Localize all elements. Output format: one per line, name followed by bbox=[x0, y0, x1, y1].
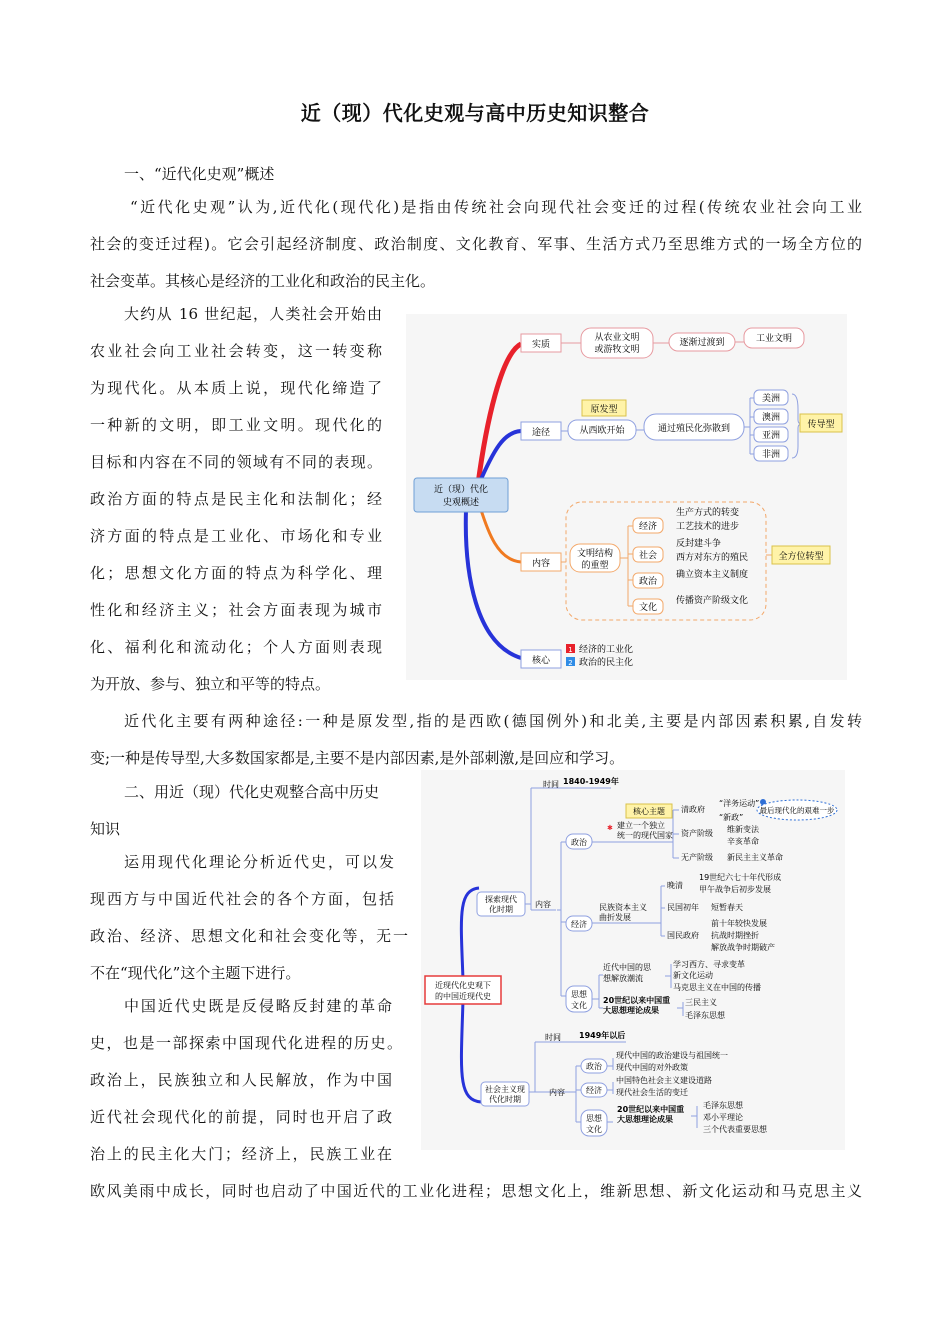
section2-para1-line3: 政治、经济、思想文化和社会变化等，无一 bbox=[90, 927, 408, 945]
mm1-pol-item1: 确立资本主义制度 bbox=[676, 570, 749, 580]
section1-para2-line11: 为开放、参与、独立和平等的特点。 bbox=[90, 675, 331, 693]
mm2-p2-zhengzhi: 政治 bbox=[586, 1062, 602, 1071]
mm2-goal1: 建立一个独立 bbox=[617, 821, 665, 830]
mm2-wuchan: 无产阶级 bbox=[681, 853, 713, 862]
mm2-wuchan-item1: 新民主主义革命 bbox=[727, 853, 783, 862]
section1-heading: 一、“近代化史观”概述 bbox=[124, 165, 275, 183]
mm2-sx-b-item1: 三民主义 bbox=[685, 998, 717, 1007]
mm1-center-line2: 史观概述 bbox=[442, 498, 480, 508]
section1-para2-line2: 农业社会向工业社会转变，这一转变称 bbox=[90, 342, 382, 360]
mm2-core-mark: ✱ bbox=[607, 824, 613, 832]
page-title: 近（现）代化史观与高中历史知识整合 bbox=[300, 101, 650, 125]
mm2-sx-a-item1: 学习西方、寻求变革 bbox=[673, 960, 745, 969]
mm1-neirong-label: 内容 bbox=[531, 559, 551, 569]
mm1-shizhi-mid: 逐渐过渡到 bbox=[679, 338, 725, 348]
mm2-p2-time-label: 时间 bbox=[545, 1033, 561, 1042]
mm1-shizhi-label: 实质 bbox=[531, 340, 551, 350]
mm2-center-line1: 近现代化史观下 bbox=[435, 981, 491, 990]
mm2-zichan-item1: 维新变法 bbox=[727, 825, 759, 834]
section2-para2-line3: 政治上，民族独立和人民解放，作为中国 bbox=[90, 1071, 392, 1089]
mm2-p1-sixiang2: 文化 bbox=[571, 1001, 587, 1010]
mm1-center-line1: 近（现）代化 bbox=[433, 485, 489, 495]
mm2-qing: 清政府 bbox=[681, 805, 705, 814]
section2-para1-line4: 不在“现代化”这个主题下进行。 bbox=[90, 964, 301, 982]
mm2-mingchu: 民国初年 bbox=[667, 903, 699, 912]
mm2-core-theme: 核心主题 bbox=[633, 807, 665, 816]
section1-para3-line1: 近代化主要有两种途径:一种是原发型,指的是西欧(德国例外)和北美,主要是内部因素积累,自发转 bbox=[124, 712, 862, 730]
mm1-group-society: 社会 bbox=[638, 551, 658, 561]
mm2-sx-b2: 大思想理论成果 bbox=[603, 1006, 659, 1015]
section1-para2-line4: 一种新的文明，即工业文明。现代化的 bbox=[90, 416, 382, 434]
mm2-zichan: 资产阶级 bbox=[681, 829, 713, 838]
mm1-region-americas: 美洲 bbox=[761, 394, 781, 404]
section2-para2-line5: 治上的民主化大门；经济上，民族工业在 bbox=[90, 1145, 392, 1163]
mm2-p2-jingji: 经济 bbox=[586, 1086, 602, 1095]
mm1-tujing-chuandao: 传导型 bbox=[807, 420, 835, 430]
mm2-p2-jj-item1: 中国特色社会主义建设道路 bbox=[616, 1076, 712, 1085]
mm2-p2-sx-b1: 20世纪以来中国重 bbox=[617, 1105, 685, 1114]
mm1-neirong-sub1: 文明结构 bbox=[576, 549, 614, 559]
mm2-guomin-item2: 抗战时期挫折 bbox=[711, 931, 759, 940]
section1-para1-line1: “近代化史观”认为,近代化(现代化)是指由传统社会向现代社会变迁的过程(传统农业社会向工业 bbox=[130, 198, 862, 216]
mm2-jingji-desc2: 曲折发展 bbox=[599, 913, 631, 922]
mm2-bubble: 最后现代化的艰难一步 bbox=[759, 806, 835, 815]
mm2-p2-sixiang1: 思想 bbox=[586, 1114, 602, 1123]
section1-para2-line3: 为现代化。从本质上说，现代化缔造了 bbox=[90, 379, 382, 397]
mm1-group-culture: 文化 bbox=[638, 603, 658, 613]
section2-para1-line1: 运用现代化理论分析近代史，可以发 bbox=[124, 853, 394, 871]
mm2-qing-item2: “新政” bbox=[719, 813, 744, 822]
mm2-qing-item1: “洋务运动” bbox=[719, 799, 760, 808]
mm2-p2-sx-item1: 毛泽东思想 bbox=[703, 1101, 743, 1110]
mm2-sx-a-item3: 马克思主义在中国的传播 bbox=[673, 983, 761, 992]
mm2-p2-sixiang2: 文化 bbox=[586, 1125, 602, 1134]
section2-heading-line1: 二、用近（现）代化史观整合高中历史 bbox=[124, 783, 380, 801]
mm1-hexin-item1: 经济的工业化 bbox=[579, 645, 634, 655]
mm2-p2-jj-item2: 现代社会生活的变迁 bbox=[616, 1088, 688, 1097]
mm1-region-oceania: 澳洲 bbox=[761, 413, 781, 423]
mm2-p2-label1: 社会主义现 bbox=[485, 1085, 525, 1094]
mm2-wanqing-item2: 甲午战争后初步发展 bbox=[699, 885, 771, 894]
mm1-region-asia: 亚洲 bbox=[761, 431, 781, 441]
mm2-wanqing-item1: 19世纪六七十年代形成 bbox=[699, 873, 782, 882]
section1-para2-line9: 性化和经济主义；社会方面表现为城市 bbox=[90, 601, 382, 619]
mm2-p2-sx-b2: 大思想理论成果 bbox=[617, 1115, 673, 1124]
mm2-sx-b1: 20世纪以来中国重 bbox=[603, 996, 671, 1005]
mm1-shizhi-to: 工业文明 bbox=[755, 334, 793, 344]
section2-para1-line2: 现西方与中国近代社会的各个方面，包括 bbox=[90, 890, 394, 908]
mm2-p2-time: 1949年以后 bbox=[579, 1031, 626, 1040]
mm2-p1-label1: 探索现代 bbox=[485, 895, 517, 904]
mm2-p2-zz-item1: 现代中国的政治建设与祖国统一 bbox=[616, 1051, 728, 1060]
mm2-center-line2: 的中国近现代史 bbox=[435, 992, 491, 1001]
mm1-hexin-item2: 政治的民主化 bbox=[579, 658, 634, 668]
mm1-neirong-result: 全方位转型 bbox=[778, 552, 824, 562]
section2-para2-line1: 中国近代史既是反侵略反封建的革命 bbox=[124, 997, 392, 1015]
section2-para2-line2: 史，也是一部探索中国现代化进程的历史。 bbox=[90, 1034, 402, 1052]
mm2-sx-a-item2: 新文化运动 bbox=[673, 971, 713, 980]
mm1-shizhi-from2: 或游牧文明 bbox=[594, 345, 640, 355]
section1-para2-line10: 化、福利化和流动化；个人方面则表现 bbox=[90, 638, 382, 656]
mm1-hexin-num1: 1 bbox=[568, 646, 573, 654]
mm2-p2-label2: 代化时期 bbox=[489, 1095, 521, 1104]
section1-para2-line5: 目标和内容在不同的领域有不同的表现。 bbox=[90, 453, 382, 471]
section1-para2-line1: 大约从 16 世纪起，人类社会开始由 bbox=[124, 305, 382, 323]
mm2-goal2: 统一的现代国家 bbox=[617, 831, 673, 840]
mm1-tujing-yuanfa: 原发型 bbox=[590, 405, 618, 415]
mm2-guomin-item3: 解放战争时期破产 bbox=[711, 943, 775, 952]
mm1-soc-item2: 西方对东方的殖民 bbox=[676, 553, 749, 563]
mm1-cul-item1: 传播资产阶级文化 bbox=[676, 596, 749, 606]
section1-para2-line6: 政治方面的特点是民主化和法制化；经 bbox=[90, 490, 382, 508]
mm2-zichan-item2: 辛亥革命 bbox=[727, 837, 759, 846]
section2-para2-line4: 近代社会现代化的前提，同时也开启了政 bbox=[90, 1108, 392, 1126]
mm1-tujing-via: 通过殖民化弥散到 bbox=[657, 424, 731, 434]
section1-para2-line7: 济方面的特点是工业化、市场化和专业 bbox=[90, 527, 382, 545]
mm2-p1-zhengzhi: 政治 bbox=[571, 838, 587, 847]
mm1-hexin-num2: 2 bbox=[568, 659, 573, 667]
mm2-sx-a2: 想解放潮流 bbox=[603, 974, 643, 983]
mm1-group-politics: 政治 bbox=[638, 577, 658, 587]
mm1-shizhi-from1: 从农业文明 bbox=[594, 333, 640, 343]
mm2-jingji-desc1: 民族资本主义 bbox=[599, 903, 647, 912]
mm2-p2-zz-item2: 现代中国的对外政策 bbox=[616, 1063, 688, 1072]
mm2-guomin-item1: 前十年较快发展 bbox=[711, 919, 767, 928]
mm1-tujing-from: 从西欧开始 bbox=[579, 426, 625, 436]
section1-para1-line2: 社会的变迁过程)。它会引起经济制度、政治制度、文化教育、军事、生活方式乃至思维方式的一场全方位的 bbox=[90, 235, 862, 253]
mm1-econ-item2: 工艺技术的进步 bbox=[676, 522, 740, 532]
mm1-tujing-label: 途径 bbox=[531, 428, 551, 438]
mm2-p2-sx-item3: 三个代表重要思想 bbox=[703, 1125, 767, 1134]
mindmap-modernization-overview bbox=[406, 314, 847, 680]
mm2-p1-label2: 化时期 bbox=[489, 905, 513, 914]
mm2-p1-jingji: 经济 bbox=[571, 920, 587, 929]
mm2-sx-a1: 近代中国的思 bbox=[603, 963, 651, 972]
mm1-region-africa: 非洲 bbox=[761, 450, 781, 460]
section2-para2-line6: 欧风美雨中成长，同时也启动了中国近代的工业化进程；思想文化上，维新思想、新文化运动和马克思主义 bbox=[90, 1182, 862, 1200]
mm2-guomin: 国民政府 bbox=[667, 931, 699, 940]
mm2-p2-sx-item2: 邓小平理论 bbox=[703, 1113, 743, 1122]
section2-heading-line2: 知识 bbox=[90, 820, 121, 838]
mindmap-china-modern-history bbox=[421, 770, 845, 1150]
mm1-neirong-sub2: 的重塑 bbox=[581, 561, 609, 571]
mm2-p1-time-label: 时间 bbox=[543, 780, 559, 789]
mm2-p1-content-label: 内容 bbox=[535, 900, 551, 909]
section1-para3-line2: 变;一种是传导型,大多数国家都是,主要不是内部因素,是外部刺激,是回应和学习。 bbox=[90, 749, 625, 767]
mm1-soc-item1: 反封建斗争 bbox=[676, 539, 722, 549]
mm2-wanqing: 晚清 bbox=[667, 881, 683, 890]
mm1-group-economy: 经济 bbox=[638, 522, 658, 532]
mm2-p2-content-label: 内容 bbox=[549, 1088, 565, 1097]
mm2-p1-time: 1840-1949年 bbox=[563, 777, 619, 786]
section1-para1-line3: 社会变革。其核心是经济的工业化和政治的民主化。 bbox=[90, 272, 436, 290]
mm1-hexin-label: 核心 bbox=[531, 656, 551, 666]
mm1-econ-item1: 生产方式的转变 bbox=[676, 508, 740, 518]
section1-para2-line8: 化；思想文化方面的特点为科学化、理 bbox=[90, 564, 382, 582]
mm2-sx-b-item2: 毛泽东思想 bbox=[685, 1011, 725, 1020]
mm2-p1-sixiang1: 思想 bbox=[571, 990, 587, 999]
mm2-mingchu-item1: 短暂春天 bbox=[711, 903, 743, 912]
